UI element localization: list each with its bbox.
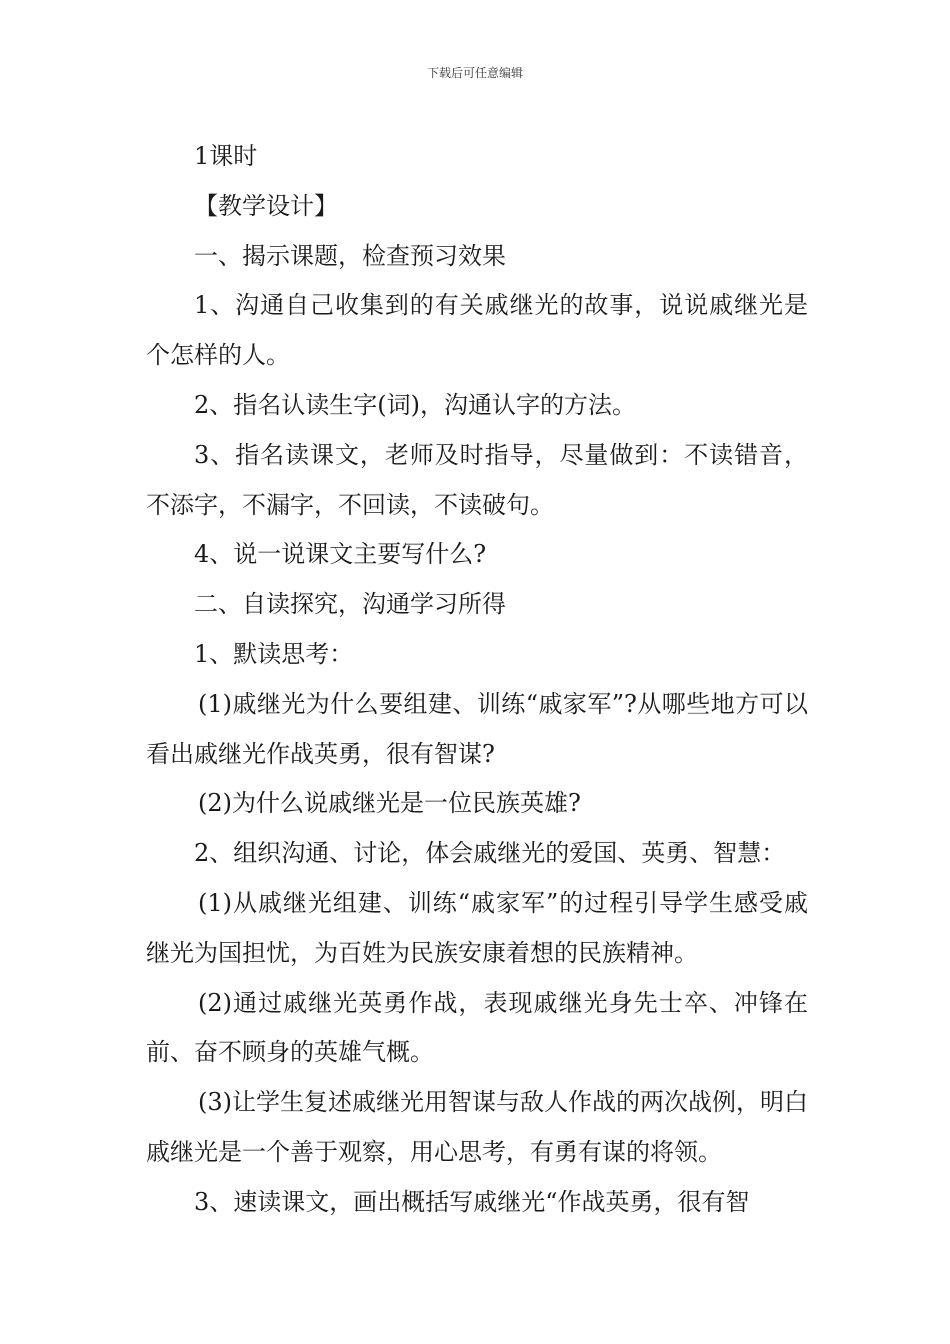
paragraph-item: 2、指名认读生字(词)，沟通认字的方法。 (194, 390, 636, 419)
paragraph-item: 2、组织沟通、讨论，体会戚继光的爱国、英勇、智慧： (194, 839, 786, 868)
sub-point: (3)让学生复述戚继光用智谋与敌人作战的两次战例，明白戚继光是一个善于观察，用心思考，有勇有谋的将领。 (146, 1088, 808, 1166)
sub-point: (2)通过戚继光英勇作战，表现戚继光身先士卒、冲锋在前、奋不顾身的英雄气概。 (146, 988, 808, 1067)
paragraph-item: 4、说一说课文主要写什么? (194, 540, 487, 569)
step-heading-2: 二、自读探究，沟通学习所得 (194, 590, 506, 619)
sub-question: (1)戚继光为什么要组建、训练“戚家军”?从哪些地方可以看出戚继光作战英勇，很有智谋? (146, 689, 808, 768)
paragraph-item: 1、默读思考： (194, 639, 354, 668)
page-header: 下载后可任意编辑 (426, 66, 523, 80)
paragraph-item: 1、沟通自己收集到的有关戚继光的故事，说说戚继光是个怎样的人。 (146, 291, 808, 370)
paragraph-item: 3、速读课文，画出概括写戚继光“作战英勇，很有智 (194, 1187, 750, 1216)
paragraph-item: 3、指名读课文，老师及时指导，尽量做到：不读错音，不添字，不漏字，不回读，不读破句。 (146, 440, 808, 519)
sub-question: (2)为什么说戚继光是一位民族英雄? (198, 789, 581, 818)
step-heading-1: 一、揭示课题，检查预习效果 (194, 241, 506, 270)
section-heading-teaching-design: 【教学设计】 (194, 191, 338, 220)
sub-point: (1)从戚继光组建、训练“戚家军”的过程引导学生感受戚继光为国担忧，为百姓为民族安康着想的民族精神。 (146, 888, 808, 967)
lesson-duration: 1课时 (194, 142, 258, 170)
document-body (146, 132, 808, 1228)
